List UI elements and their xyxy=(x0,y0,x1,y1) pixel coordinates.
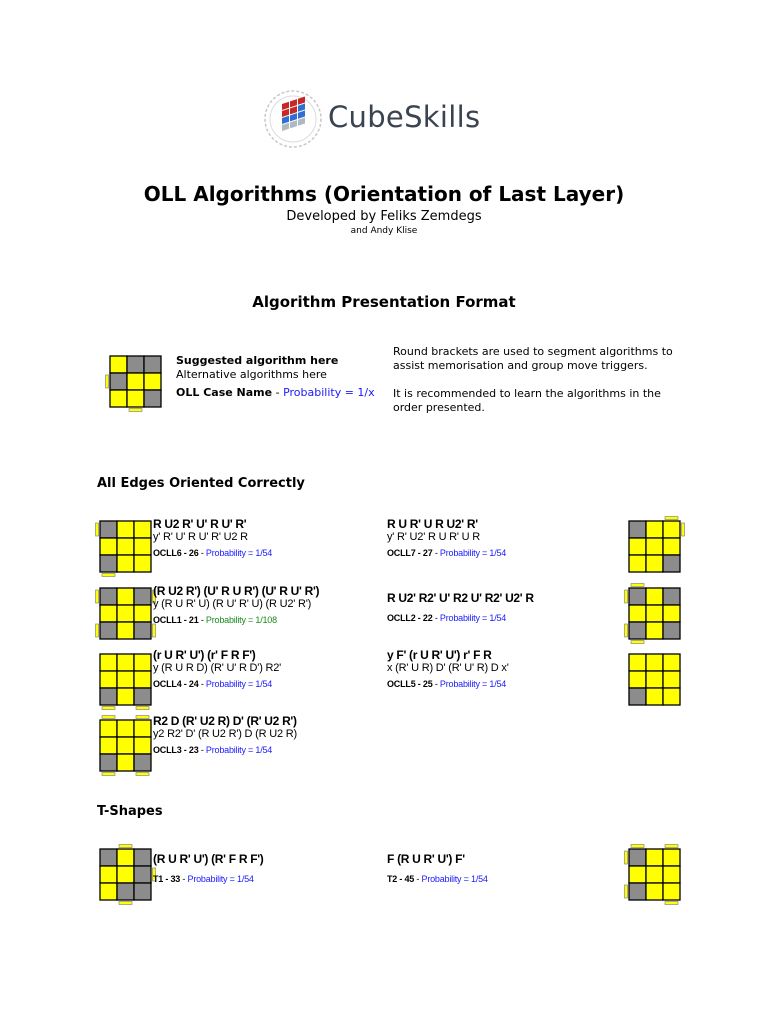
algorithm-main: R U2' R2' U' R2 U' R2' U2' R xyxy=(387,591,534,605)
cube-sticker xyxy=(629,622,646,639)
side-sticker-indicator xyxy=(136,707,149,710)
algorithm-alternative: y' R' U2' R U R' U R xyxy=(387,531,481,543)
oll-case-diagram-icon xyxy=(623,648,686,711)
cube-sticker xyxy=(117,849,134,866)
side-sticker-indicator xyxy=(631,584,644,587)
cube-sticker xyxy=(134,555,151,572)
cube-sticker xyxy=(646,654,663,671)
cube-sticker xyxy=(117,883,134,900)
cube-sticker xyxy=(629,671,646,688)
case-probability: Probability = 1/54 xyxy=(205,548,273,558)
case-probability: Probability = 1/54 xyxy=(439,548,507,558)
case-separator: - xyxy=(198,745,206,755)
cube-sticker xyxy=(117,622,134,639)
side-sticker-indicator xyxy=(625,851,628,864)
cube-sticker xyxy=(629,588,646,605)
cube-sticker xyxy=(117,654,134,671)
side-sticker-indicator xyxy=(665,845,678,848)
case-id: OCLL6 - 26 xyxy=(153,548,199,558)
algorithm-main: R U R' U R U2' R' xyxy=(387,517,478,531)
side-sticker-indicator xyxy=(102,773,115,776)
cube-sticker xyxy=(646,688,663,705)
cube-sticker xyxy=(646,671,663,688)
cube-sticker xyxy=(646,866,663,883)
cube-sticker xyxy=(646,622,663,639)
cube-sticker xyxy=(646,521,663,538)
oll-case-diagram-icon xyxy=(94,515,157,578)
cube-sticker xyxy=(134,849,151,866)
cube-sticker xyxy=(629,654,646,671)
cube-sticker xyxy=(646,588,663,605)
case-occll4 xyxy=(153,648,281,689)
algorithm-main: (R U R' U') (R' F R F') xyxy=(153,852,264,866)
cube-sticker xyxy=(144,373,161,390)
case-probability: Probability = 1/54 xyxy=(205,679,273,689)
cube-sticker xyxy=(117,521,134,538)
side-sticker-indicator xyxy=(136,773,149,776)
oll-case-diagram-icon xyxy=(94,582,157,645)
cube-sticker xyxy=(117,754,134,771)
case-separator: - xyxy=(432,548,440,558)
case-separator: - xyxy=(198,679,206,689)
case-id: OCLL7 - 27 xyxy=(387,548,433,558)
cube-sticker xyxy=(117,688,134,705)
format-suggested: Suggested algorithm here xyxy=(176,354,339,367)
case-id: OCLL1 - 21 xyxy=(153,615,199,625)
cubeskills-logo xyxy=(262,86,502,152)
case-separator: - xyxy=(432,613,440,623)
cube-sticker xyxy=(663,671,680,688)
section-heading-tshapes: T-Shapes xyxy=(97,804,163,819)
cube-sticker xyxy=(663,538,680,555)
case-probability: Probability = 1/54 xyxy=(421,874,488,884)
cube-sticker xyxy=(646,883,663,900)
page-subtitle: Developed by Feliks Zemdegs xyxy=(286,209,482,224)
cube-sticker xyxy=(629,688,646,705)
algorithm-alternative: y2 R2' D' (R U2 R') D (R U2 R) xyxy=(153,728,297,740)
cube-sticker xyxy=(134,588,151,605)
side-sticker-indicator xyxy=(625,624,628,637)
algorithm-alternative: y (R U R' U) (R U' R' U) (R U2' R') xyxy=(153,598,312,610)
cube-sticker xyxy=(134,622,151,639)
side-sticker-indicator xyxy=(682,523,685,536)
cube-sticker xyxy=(127,373,144,390)
side-sticker-indicator xyxy=(665,902,678,905)
side-sticker-indicator xyxy=(153,624,156,637)
side-sticker-indicator xyxy=(102,574,115,577)
side-sticker-indicator xyxy=(102,707,115,710)
side-sticker-indicator xyxy=(631,641,644,644)
format-separator: - xyxy=(272,386,284,399)
cube-sticker xyxy=(144,390,161,407)
cube-sticker xyxy=(629,883,646,900)
cube-sticker xyxy=(663,555,680,572)
side-sticker-indicator xyxy=(665,517,678,520)
cube-sticker xyxy=(663,688,680,705)
side-sticker-indicator xyxy=(119,845,132,848)
cube-sticker xyxy=(100,883,117,900)
cube-sticker xyxy=(646,538,663,555)
algorithm-alternative: y' R' U' R U' R' U2 R xyxy=(153,531,248,543)
cube-sticker xyxy=(134,720,151,737)
cube-sticker xyxy=(100,588,117,605)
format-alternative: Alternative algorithms here xyxy=(176,368,327,381)
side-sticker-indicator xyxy=(136,716,149,719)
cube-sticker xyxy=(629,555,646,572)
cube-sticker xyxy=(646,605,663,622)
cube-sticker xyxy=(117,737,134,754)
side-sticker-indicator xyxy=(119,902,132,905)
case-id: OCLL4 - 24 xyxy=(153,679,199,689)
cube-sticker xyxy=(134,538,151,555)
cube-logo-icon xyxy=(262,86,324,152)
format-heading: Algorithm Presentation Format xyxy=(252,293,516,311)
cube-sticker xyxy=(629,605,646,622)
page-title: OLL Algorithms (Orientation of Last Layer) xyxy=(143,182,625,206)
cube-sticker xyxy=(117,588,134,605)
cube-sticker xyxy=(134,883,151,900)
side-sticker-indicator xyxy=(102,716,115,719)
oll-case-diagram-icon xyxy=(104,350,167,413)
side-sticker-indicator xyxy=(129,409,142,412)
cube-sticker xyxy=(100,671,117,688)
side-sticker-indicator xyxy=(106,375,109,388)
cube-sticker xyxy=(134,754,151,771)
case-separator: - xyxy=(180,874,188,884)
case-id: T2 - 45 xyxy=(387,874,415,884)
side-sticker-indicator xyxy=(96,523,99,536)
side-sticker-indicator xyxy=(96,624,99,637)
case-id: OCLL3 - 23 xyxy=(153,745,199,755)
case-probability: Probability = 1/54 xyxy=(205,745,273,755)
cube-sticker xyxy=(110,356,127,373)
algorithm-main: y F' (r U R' U') r' F R xyxy=(387,648,492,662)
algorithm-main: R2 D (R' U2 R) D' (R' U2 R') xyxy=(153,714,297,728)
cube-sticker xyxy=(100,720,117,737)
cube-sticker xyxy=(629,849,646,866)
format-note-order: It is recommended to learn the algorithms in the order presented. xyxy=(393,387,661,414)
cube-sticker xyxy=(663,654,680,671)
cube-sticker xyxy=(100,849,117,866)
cube-sticker xyxy=(144,356,161,373)
cube-sticker xyxy=(134,654,151,671)
cube-sticker xyxy=(100,737,117,754)
case-separator: - xyxy=(198,615,206,625)
algorithm-main: F (R U R' U') F' xyxy=(387,852,465,866)
cube-sticker xyxy=(629,538,646,555)
cube-sticker xyxy=(127,390,144,407)
case-id: T1 - 33 xyxy=(153,874,181,884)
cube-sticker xyxy=(663,866,680,883)
cube-sticker xyxy=(134,605,151,622)
cube-sticker xyxy=(100,754,117,771)
cube-sticker xyxy=(127,356,144,373)
oll-case-diagram-icon xyxy=(94,843,157,906)
oll-case-diagram-icon xyxy=(94,648,157,711)
cube-sticker xyxy=(663,883,680,900)
cube-sticker xyxy=(100,688,117,705)
case-occll7 xyxy=(387,517,506,558)
case-id: OCLL5 - 25 xyxy=(387,679,433,689)
cube-sticker xyxy=(110,373,127,390)
cube-sticker xyxy=(117,866,134,883)
case-probability: Probability = 1/54 xyxy=(439,613,507,623)
cube-sticker xyxy=(117,538,134,555)
cube-sticker xyxy=(134,737,151,754)
cube-sticker xyxy=(134,866,151,883)
format-probability: Probability = 1/x xyxy=(283,386,375,399)
cube-sticker xyxy=(663,588,680,605)
case-occll3 xyxy=(153,714,297,755)
algorithm-main: (r U R' U') (r' F R F') xyxy=(153,648,256,662)
oll-case-diagram-icon xyxy=(94,714,157,777)
cube-sticker xyxy=(100,605,117,622)
cube-sticker xyxy=(100,538,117,555)
side-sticker-indicator xyxy=(625,590,628,603)
cube-sticker xyxy=(629,521,646,538)
oll-case-diagram-icon xyxy=(623,582,686,645)
cube-sticker xyxy=(100,555,117,572)
algorithm-main: (R U2 R') (U' R U R') (U' R U' R') xyxy=(153,584,320,598)
cube-sticker xyxy=(134,521,151,538)
case-probability: Probability = 1/108 xyxy=(205,615,277,625)
cube-sticker xyxy=(100,521,117,538)
page-subtitle-secondary: and Andy Klise xyxy=(350,226,418,236)
case-occll5 xyxy=(387,648,509,689)
case-occll2 xyxy=(387,591,534,623)
cube-sticker xyxy=(117,671,134,688)
algorithm-main: R U2 R' U' R U' R' xyxy=(153,517,247,531)
cube-sticker xyxy=(100,654,117,671)
case-separator: - xyxy=(432,679,440,689)
case-separator: - xyxy=(414,874,422,884)
cube-sticker xyxy=(663,622,680,639)
cube-sticker xyxy=(117,555,134,572)
case-occll6 xyxy=(153,517,272,558)
side-sticker-indicator xyxy=(625,885,628,898)
case-t1 xyxy=(153,852,264,884)
algorithm-alternative: y (R U R D) (R' U' R D') R2' xyxy=(153,662,282,674)
oll-case-diagram-icon xyxy=(623,515,686,578)
case-t2 xyxy=(387,852,488,884)
case-occll1 xyxy=(153,584,319,625)
cube-sticker xyxy=(110,390,127,407)
format-note-brackets: Round brackets are used to segment algorithms to assist memorisation and group move triggers. xyxy=(393,345,673,372)
format-example xyxy=(176,354,375,400)
format-case-name: OLL Case Name xyxy=(176,386,273,399)
section-heading-edges: All Edges Oriented Correctly xyxy=(97,476,305,491)
side-sticker-indicator xyxy=(631,845,644,848)
cube-sticker xyxy=(117,720,134,737)
algorithm-alternative: x (R' U R) D' (R' U' R) D x' xyxy=(387,662,509,674)
oll-case-diagram-icon xyxy=(623,843,686,906)
cube-sticker xyxy=(100,622,117,639)
cube-sticker xyxy=(646,849,663,866)
logo-text: CubeSkills xyxy=(328,100,481,134)
case-probability: Probability = 1/54 xyxy=(439,679,507,689)
format-notes xyxy=(393,345,693,415)
case-probability: Probability = 1/54 xyxy=(187,874,254,884)
case-separator: - xyxy=(198,548,206,558)
cube-sticker xyxy=(134,688,151,705)
cube-sticker xyxy=(134,671,151,688)
cube-sticker xyxy=(663,605,680,622)
cube-sticker xyxy=(646,555,663,572)
cube-sticker xyxy=(663,521,680,538)
case-id: OCLL2 - 22 xyxy=(387,613,433,623)
side-sticker-indicator xyxy=(96,590,99,603)
cube-sticker xyxy=(117,605,134,622)
cube-sticker xyxy=(663,849,680,866)
cube-sticker xyxy=(629,866,646,883)
cube-sticker xyxy=(100,866,117,883)
